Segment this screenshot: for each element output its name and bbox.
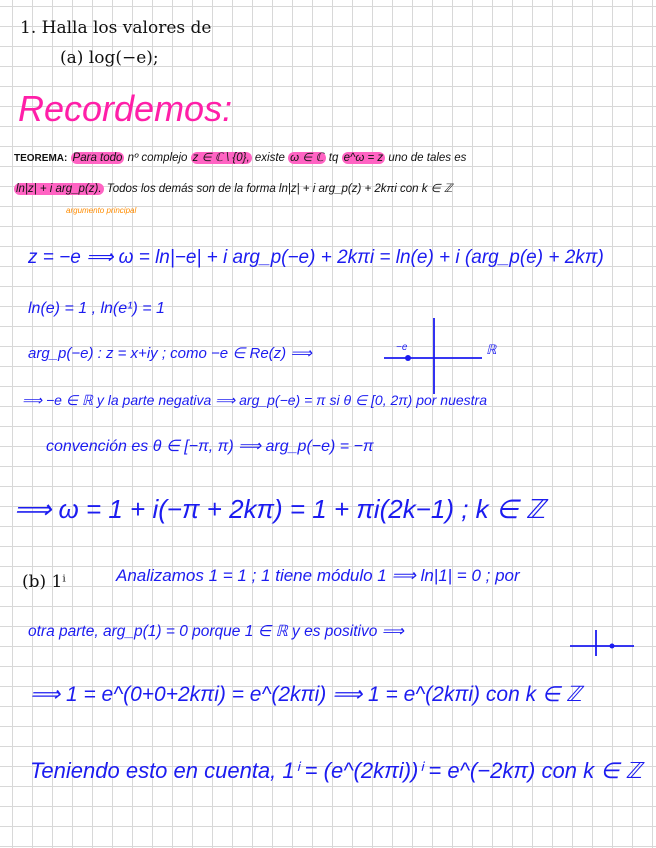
- solution-b-line-1: Analizamos 1 = 1 ; 1 tiene módulo 1 ⟹ ln|1| = 0 ; por: [116, 566, 520, 585]
- theorem-text-2: existe: [254, 152, 285, 164]
- theorem-text-3: tq: [328, 152, 339, 164]
- theorem-highlight-4: e^ω = z: [343, 152, 384, 164]
- theorem-highlight-2: z ∈ ℂ \ {0},: [192, 152, 250, 164]
- solution-a-line-4: ⟹ −e ∈ ℝ y la parte negativa ⟹ arg_p(−e) = π si θ ∈ [0, 2π) por nuestra: [22, 392, 488, 408]
- solution-a-result: ⟹ ω = 1 + i(−π + 2kπ) = 1 + πi(2k−1) ; k ∈ ℤ: [14, 494, 546, 524]
- theorem-line-2: [14, 181, 452, 195]
- minus-e-point: [405, 355, 411, 361]
- theorem-highlight-1: Para todo: [72, 152, 123, 164]
- theorem-text-4: uno de tales es: [388, 152, 467, 164]
- one-point: [610, 644, 615, 649]
- positive-real-sketch: [566, 628, 638, 658]
- theorem-note: argumento principal: [66, 206, 137, 215]
- point-label: −e: [396, 342, 408, 353]
- theorem-line-1: [14, 150, 466, 164]
- exercise-part-a: (a) log(−e);: [60, 48, 159, 68]
- solution-a-line-1: z = −e ⟹ ω = ln|−e| + i arg_p(−e) + 2kπi = ln(e) + i (arg_p(e) + 2kπ): [28, 247, 604, 268]
- solution-b-result: Teniendo esto en cuenta, 1ⁱ = (e^(2kπi))ⁱ = e^(−2kπ) con k ∈ ℤ: [30, 758, 642, 783]
- real-axis-sketch: [370, 316, 500, 396]
- solution-a-line-5: convención es θ ∈ [−π, π) ⟹ arg_p(−e) = −π: [46, 438, 374, 455]
- theorem-highlight-3: ω ∈ ℂ: [290, 152, 324, 164]
- solution-a-line-2: ln(e) = 1 , ln(e¹) = 1: [28, 300, 165, 317]
- theorem-highlight-5: ln|z| + i arg_p(z).: [16, 183, 102, 195]
- theorem-text-5: Todos los demás son de la forma ln|z| + i arg_p(z) + 2kπi con k ∈ ℤ: [106, 183, 453, 195]
- exercise-title: 1. Halla los valores de: [20, 18, 212, 38]
- solution-a-line-3: arg_p(−e) : z = x+iy ; como −e ∈ Re(z) ⟹: [28, 345, 312, 362]
- theorem-label: TEOREMA:: [14, 153, 68, 164]
- theorem-text-1: nº complejo: [127, 152, 188, 164]
- solution-b-line-2: otra parte, arg_p(1) = 0 porque 1 ∈ ℝ y es positivo ⟹: [28, 623, 404, 640]
- recordemos-heading: Recordemos:: [18, 88, 233, 129]
- solution-b-line-3: ⟹ 1 = e^(0+0+2kπi) = e^(2kπi) ⟹ 1 = e^(2kπi) con k ∈ ℤ: [30, 683, 582, 706]
- axis-label: ℝ: [486, 342, 497, 357]
- exercise-part-b: (b) 1ⁱ: [22, 572, 66, 592]
